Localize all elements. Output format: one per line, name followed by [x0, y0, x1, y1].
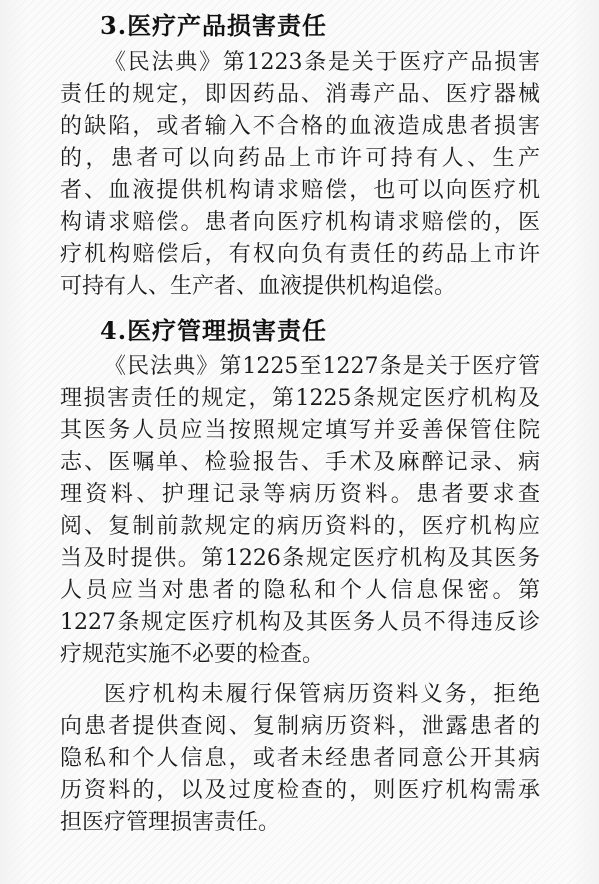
paragraph-line: 担医疗管理损害责任。 — [60, 810, 281, 835]
paragraph-line: 人员应当对患者的隐私和个人信息保密。第 — [60, 578, 540, 603]
paragraph-line: 阅、复制前款规定的病历资料的，医疗机构应 — [60, 514, 540, 539]
section-heading-medical-product-liability — [60, 6, 327, 46]
paragraph-line: 其医务人员应当按照规定填写并妥善保管住院 — [60, 418, 540, 443]
paragraph-line: 者、血液提供机构请求赔偿，也可以向医疗机 — [60, 178, 540, 203]
section-heading-medical-management-liability — [60, 311, 327, 351]
paragraph-line: 志、医嘱单、检验报告、手术及麻醉记录、病 — [60, 450, 540, 475]
paragraph-line: 的，患者可以向药品上市许可持有人、生产 — [60, 146, 540, 171]
paragraph-line: 疗规范实施不必要的检查。 — [60, 642, 325, 667]
section-title: 医疗管理损害责任 — [127, 317, 328, 345]
paragraph-line: 隐私和个人信息，或者未经患者同意公开其病 — [60, 746, 540, 771]
paragraph-line: 的缺陷，或者输入不合格的血液造成患者损害 — [60, 114, 540, 139]
paragraph-line: 可持有人、生产者、血液提供机构追偿。 — [60, 274, 457, 299]
paragraph-line: 1227条规定医疗机构及其医务人员不得违反诊 — [60, 610, 540, 635]
paragraph-line: 疗机构赔偿后，有权向负有责任的药品上市许 — [60, 242, 540, 267]
paragraph-medical-management-liability — [60, 351, 540, 671]
paragraph-line: 《民法典》第1225至1227条是关于医疗管 — [104, 354, 540, 379]
paragraph-line: 《民法典》第1223条是关于医疗产品损害 — [104, 50, 540, 75]
paragraph-line: 当及时提供。第1226条规定医疗机构及其医务 — [60, 546, 540, 571]
paragraph-line: 向患者提供查阅、复制病历资料，泄露患者的 — [60, 714, 540, 739]
paragraph-management-obligation — [60, 679, 540, 839]
paragraph-line: 责任的规定，即因药品、消毒产品、医疗器械 — [60, 82, 540, 107]
paragraph-line: 医疗机构未履行保管病历资料义务，拒绝 — [104, 682, 540, 707]
section-number: 4. — [100, 316, 128, 345]
section-number: 3. — [100, 11, 128, 40]
paragraph-line: 构请求赔偿。患者向医疗机构请求赔偿的，医 — [60, 210, 540, 235]
paragraph-line: 历资料的，以及过度检查的，则医疗机构需承 — [60, 778, 540, 803]
paragraph-line: 理资料、护理记录等病历资料。患者要求查 — [60, 482, 540, 507]
paragraph-medical-product-liability — [60, 47, 540, 303]
section-title: 医疗产品损害责任 — [127, 12, 328, 40]
paragraph-line: 理损害责任的规定，第1225条规定医疗机构及 — [60, 386, 540, 411]
